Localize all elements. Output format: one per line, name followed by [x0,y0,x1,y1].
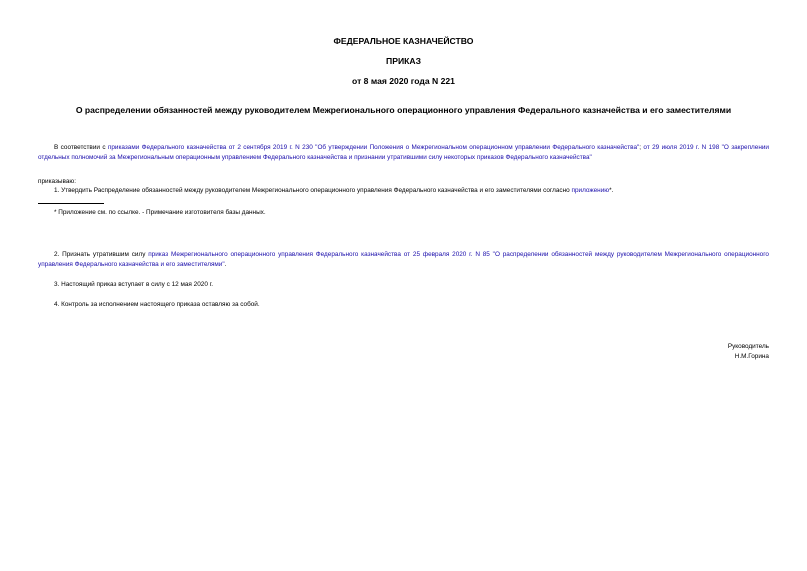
link-order-85[interactable]: приказ Межрегионального операционного управления Федерального казначейства от 25 февраля 2020 г. N 85 "О распределении обязанностей между руководителем Межрегионального операционного управления Федерального казначейства и его заместителями" [38,251,769,268]
item-4: 4. Контроль за исполнением настоящего приказа оставляю за собой. [54,301,260,308]
preamble-prefix: В соответствии с [54,144,108,151]
item-1 [38,186,769,196]
signature-position: Руководитель [727,343,769,350]
document-type: ПРИКАЗ [386,56,421,66]
document-title: О распределении обязанностей между руководителем Межрегионального операционного управления Федерального казначейства и его заместителями [75,105,732,115]
link-order-198[interactable]: от 29 июля 2019 г. N 198 "О закреплении отдельных полномочий за Межрегиональным операционным управлением Федерального казначейства и признании утратившими силу некоторых приказов Федерального казначейства" [38,144,769,161]
preamble-separator: ; [639,144,644,151]
item-2-prefix: 2. Признать утратившим силу [54,251,149,258]
footnote: * Приложение см. по ссылке. - Примечание изготовителя базы данных. [54,209,266,216]
item-1-suffix: *. [609,187,614,194]
document-date-number: от 8 мая 2020 года N 221 [352,76,455,86]
preamble-paragraph [38,143,769,162]
item-2 [38,250,769,269]
agency-name: ФЕДЕРАЛЬНОЕ КАЗНАЧЕЙСТВО [333,36,474,46]
footnote-divider [38,203,104,204]
item-2-suffix: . [224,260,227,268]
prikazyvayu-text: приказываю: [38,178,76,185]
link-appendix[interactable]: приложению [571,187,610,194]
link-order-230[interactable]: приказами Федерального казначейства от 2 сентября 2019 г. N 230 "Об утверждении Положения о Межрегиональном операционном управлении Федерального казначейства" [107,144,640,151]
item-1-text: 1. Утвердить Распределение обязанностей между руководителем Межрегионального операционного управления Федерального казначейства и его заместителями согласно [54,187,572,194]
signature-name: Н.М.Горина [734,353,769,360]
item-3: 3. Настоящий приказ вступает в силу с 12 мая 2020 г. [54,281,213,288]
signature-block [728,342,769,362]
